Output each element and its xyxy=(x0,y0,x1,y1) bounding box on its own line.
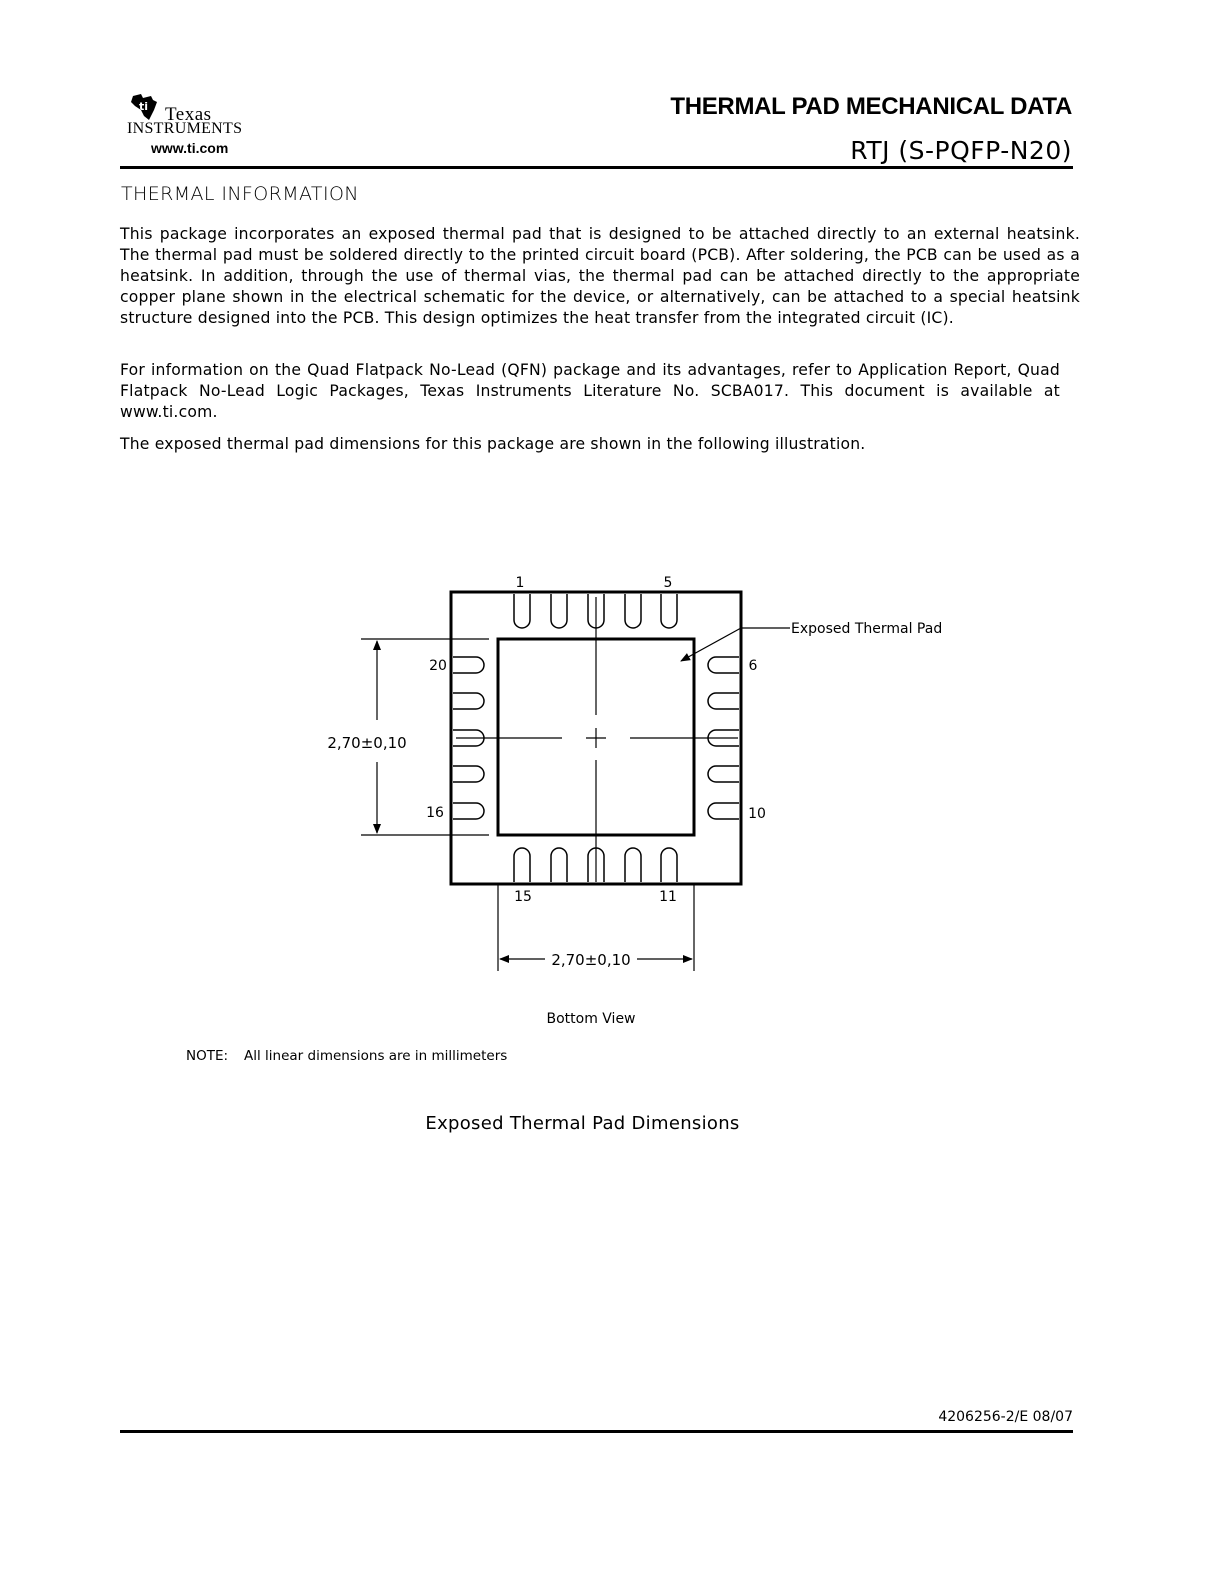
ti-state-icon xyxy=(127,90,161,124)
paragraph-intro: This package incorporates an exposed thermal pad that is designed to be attached directly to an external heatsink. The thermal pad must be soldered directly to the printed circuit board (PCB). After soldering, the PCB can be used as a heatsink. In addition, through the use of thermal vias, the thermal pad can be attached directly to the appropriate copper plane shown in the electrical schematic for the device, or alternatively, can be attached to a special heatsink structure designed into the PCB. This design optimizes the heat transfer from the integrated circuit (IC). xyxy=(120,225,1080,327)
logo-url[interactable]: www.ti.com xyxy=(151,140,229,156)
note xyxy=(186,1048,507,1064)
section-title: THERMAL INFORMATION xyxy=(121,183,359,205)
page-title: THERMAL PAD MECHANICAL DATA xyxy=(670,93,1072,120)
pin-label-16: 16 xyxy=(426,805,444,821)
pin-label-5: 5 xyxy=(663,575,673,591)
document-number: 4206256-2/E 08/07 xyxy=(938,1409,1073,1425)
logo-word-texas: Texas xyxy=(165,104,212,125)
pin-label-10: 10 xyxy=(748,806,766,822)
pin-label-1: 1 xyxy=(515,575,525,591)
note-label: NOTE: xyxy=(186,1048,229,1064)
paragraph-illustration: The exposed thermal pad dimensions for this package are shown in the following illustration. xyxy=(120,435,866,453)
figure-caption: Exposed Thermal Pad Dimensions xyxy=(425,1113,740,1134)
pin-label-6: 6 xyxy=(748,658,758,674)
callout-label: Exposed Thermal Pad xyxy=(791,621,943,637)
dim-vertical-label: 2,70±0,10 xyxy=(327,734,407,752)
dim-horizontal-label: 2,70±0,10 xyxy=(551,951,631,969)
pin-label-11: 11 xyxy=(659,889,677,905)
header-rule xyxy=(120,166,1073,169)
footer-rule xyxy=(120,1430,1073,1433)
pin-label-15: 15 xyxy=(514,889,532,905)
paragraph-reference: For information on the Quad Flatpack No-Lead (QFN) package and its advantages, refer to Application Report, Quad Flatpack No-Lead Logic Packages, Texas Instruments Literature No. SCBA017. This document is available at www.ti.com. xyxy=(120,361,1060,421)
thermal-pad-drawing xyxy=(0,560,1225,1040)
logo-word-instruments: INSTRUMENTS xyxy=(127,120,243,137)
view-label: Bottom View xyxy=(546,1011,636,1027)
package-code: RTJ (S-PQFP-N20) xyxy=(850,136,1072,165)
note-text: All linear dimensions are in millimeters xyxy=(244,1048,508,1064)
ti-logo xyxy=(127,90,277,160)
pin-label-20: 20 xyxy=(429,658,447,674)
svg-text:ti: ti xyxy=(139,100,149,113)
